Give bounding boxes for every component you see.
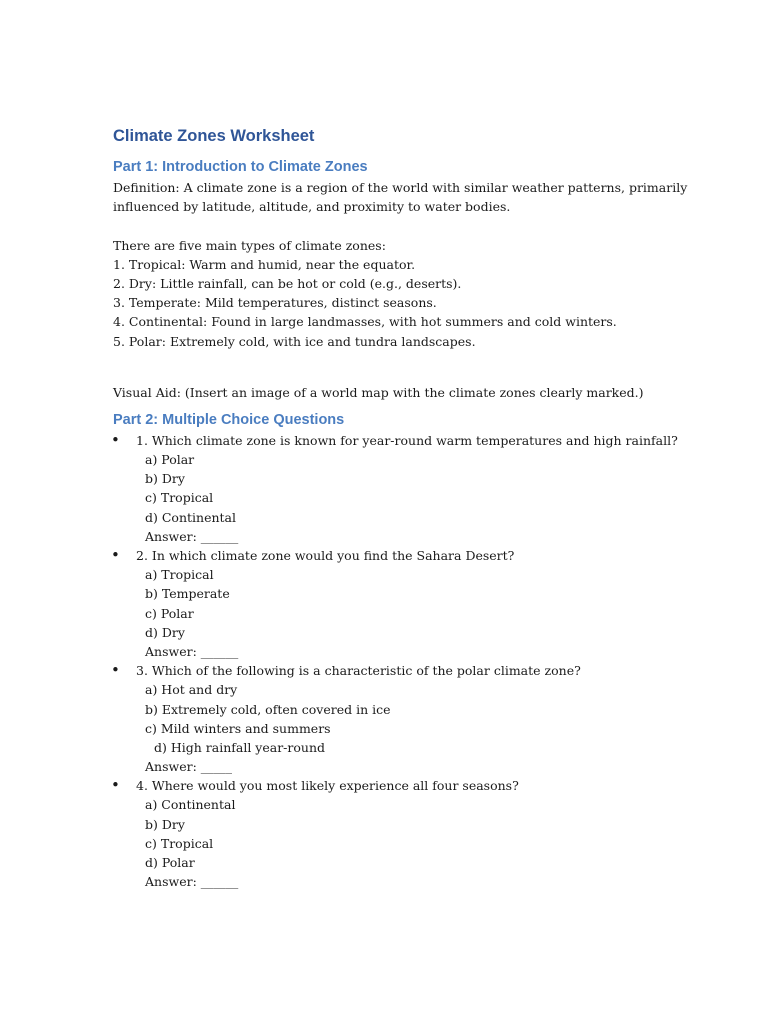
option: d) Polar [145, 855, 195, 870]
question-list [111, 430, 678, 892]
definition-line: influenced by latitude, altitude, and proximity to water bodies. [113, 199, 511, 215]
option: c) Tropical [145, 490, 214, 506]
spacer [113, 402, 673, 409]
spacer [113, 351, 673, 383]
question-item [113, 546, 673, 661]
climate-type-item: 1. Tropical: Warm and humid, near the equator. [113, 256, 416, 272]
document-title: Climate Zones Worksheet [113, 127, 315, 145]
part1-heading: Part 1: Introduction to Climate Zones [113, 159, 368, 175]
definition-line: Definition: A climate zone is a region of the world with similar weather patterns, primarily [113, 180, 688, 195]
option: a) Continental [145, 797, 236, 813]
option: b) Dry [145, 471, 185, 487]
types-intro: There are five main types of climate zones: [113, 237, 386, 253]
option: b) Extremely cold, often covered in ice [145, 701, 391, 717]
part2-heading: Part 2: Multiple Choice Questions [113, 411, 345, 428]
option: b) Temperate [145, 586, 230, 602]
climate-type-item: 5. Polar: Extremely cold, with ice and tundra landscapes. [113, 333, 476, 349]
answer-blank: Answer: ______ [145, 528, 239, 544]
question-item [113, 661, 673, 776]
question-text: 1. Which climate zone is known for year-round warm temperatures and high rainfall? [136, 432, 678, 448]
spacer [113, 149, 673, 156]
question-text: 3. Which of the following is a characteristic of the polar climate zone? [136, 663, 581, 679]
question-text: 2. In which climate zone would you find the Sahara Desert? [136, 548, 515, 563]
option: c) Mild winters and summers [145, 720, 331, 736]
question-item [113, 776, 673, 891]
question-text: 4. Where would you most likely experience all four seasons? [136, 778, 519, 794]
option: a) Hot and dry [145, 682, 238, 698]
option: b) Dry [145, 816, 185, 832]
option: a) Tropical [145, 567, 214, 583]
option: c) Polar [145, 605, 194, 621]
climate-type-item: 2. Dry: Little rainfall, can be hot or cold (e.g., deserts). [113, 275, 462, 291]
bullet-icon: • [111, 546, 120, 564]
option: d) High rainfall year-round [154, 739, 326, 755]
option: c) Tropical [145, 835, 214, 851]
answer-blank: Answer: ______ [145, 643, 239, 659]
spacer [113, 216, 673, 235]
answer-blank: Answer: _____ [145, 759, 232, 775]
bullet-icon: • [111, 776, 120, 795]
climate-type-item: 4. Continental: Found in large landmasses, with hot summers and cold winters. [113, 314, 617, 330]
bullet-icon: • [111, 430, 120, 449]
answer-blank: Answer: ______ [145, 874, 239, 890]
option: d) Continental [145, 509, 236, 525]
option: a) Polar [145, 452, 195, 468]
climate-type-item: 3. Temperate: Mild temperatures, distinct seasons. [113, 295, 437, 311]
bullet-icon: • [111, 661, 120, 680]
question-item [111, 430, 678, 546]
worksheet-page [111, 123, 688, 891]
option: d) Dry [145, 624, 185, 640]
visual-aid-note: Visual Aid: (Insert an image of a world map with the climate zones clearly marked.) [113, 384, 644, 400]
